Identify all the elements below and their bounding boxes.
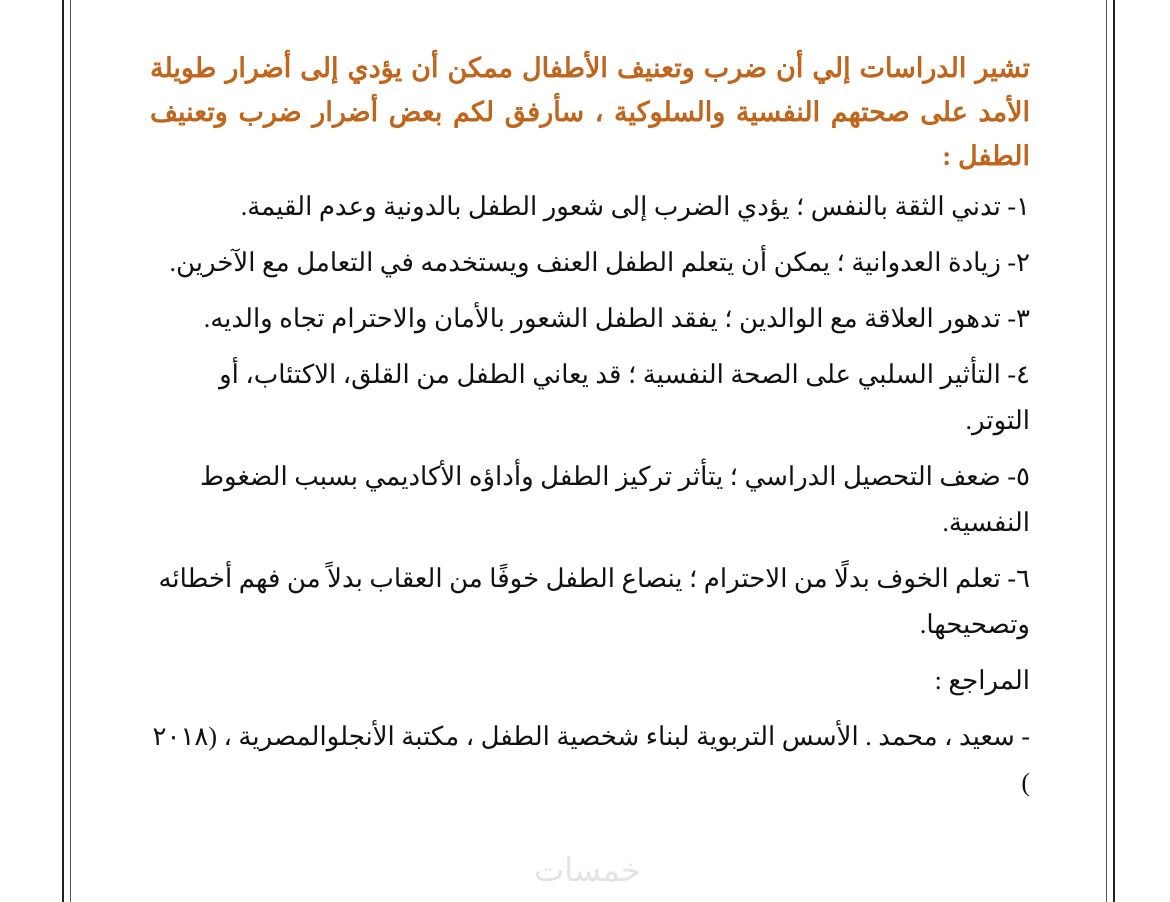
list-item-4: ٤- التأثير السلبي على الصحة النفسية ؛ قد يعاني الطفل من القلق، الاكتئاب، أو التوتر. [219,360,1030,435]
document-body [150,46,1030,806]
references-heading: المراجع : [934,666,1030,695]
reference-entry: - سعيد ، محمد . الأسس التربوية لبناء شخصية الطفل ، مكتبة الأنجلوالمصرية ، (٢٠١٨ ) [152,722,1030,797]
list-item-3: ٣- تدهور العلاقة مع الوالدين ؛ يفقد الطفل الشعور بالأمان والاحترام تجاه والديه. [203,304,1030,333]
list-item-1: ١- تدني الثقة بالنفس ؛ يؤدي الضرب إلى شعور الطفل بالدونية وعدم القيمة. [240,192,1030,221]
intro-paragraph: تشير الدراسات إلي أن ضرب وتعنيف الأطفال ممكن أن يؤدي إلى أضرار طويلة الأمد على صحتهم النفسية والسلوكية ، سأرفق لكم بعض أضرار ضرب وتعنيف الطفل : [150,53,1030,171]
watermark-logo: خمسات [534,851,641,889]
list-item-5: ٥- ضعف التحصيل الدراسي ؛ يتأثر تركيز الطفل وأداؤه الأكاديمي بسبب الضغوط النفسية. [199,462,1030,537]
list-item-2: ٢- زيادة العدوانية ؛ يمكن أن يتعلم الطفل العنف ويستخدمه في التعامل مع الآخرين. [169,248,1030,277]
list-item-6: ٦- تعلم الخوف بدلًا من الاحترام ؛ ينصاع الطفل خوفًا من العقاب بدلاً من فهم أخطائه وتصحيحها. [158,564,1030,639]
